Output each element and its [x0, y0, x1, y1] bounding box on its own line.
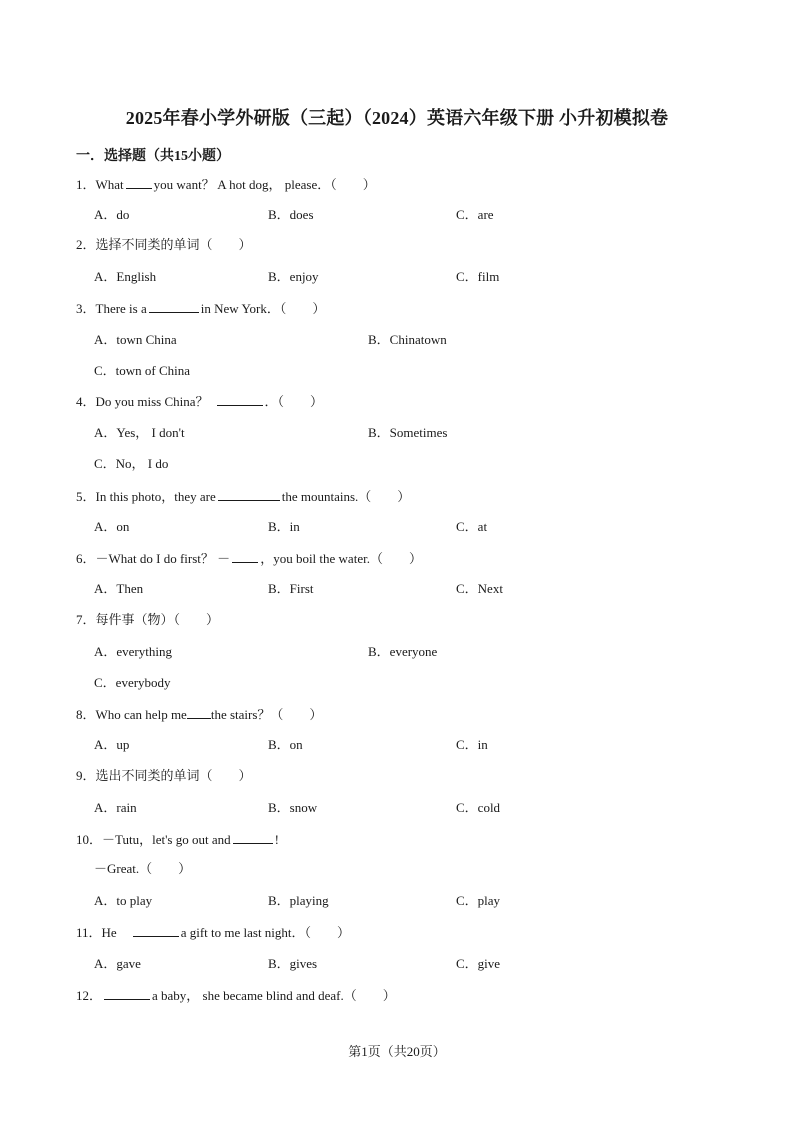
question-text: 11．He — [76, 925, 117, 940]
question-text: 12． — [76, 988, 103, 1003]
option-c[interactable]: C．cold — [456, 800, 501, 815]
answer-blank — [232, 549, 258, 563]
option-b[interactable]: B．everyone — [368, 644, 438, 659]
option-a[interactable]: A．town China — [94, 332, 177, 347]
question-1 — [76, 175, 376, 193]
page-title: 2025年春小学外研版（三起）（2024）英语六年级下册 小升初模拟卷 — [125, 108, 669, 128]
question-text: the mountains.（ ） — [281, 489, 411, 504]
answer-blank — [187, 705, 211, 719]
question-4 — [76, 392, 323, 410]
option-c[interactable]: C．are — [456, 207, 494, 222]
question-text: 6．－What do I do first？ － — [76, 551, 231, 566]
question-text: 10．－Tutu，let's go out and — [76, 832, 231, 847]
page-footer: 第1页（共20页） — [348, 1044, 446, 1059]
option-a[interactable]: A．on — [94, 519, 130, 534]
question-text: ．（ ） — [264, 394, 324, 409]
question-10 — [76, 830, 279, 848]
question-text: a baby， she became blind and deaf.（ ） — [152, 988, 396, 1003]
answer-blank — [149, 299, 199, 313]
question-3 — [76, 299, 325, 317]
question-text: in New York．（ ） — [200, 301, 326, 316]
question-5 — [76, 487, 410, 505]
answer-blank — [104, 986, 150, 1000]
question-text: 4．Do you miss China？ — [76, 394, 209, 409]
question-11 — [76, 923, 350, 941]
option-c[interactable]: C．give — [456, 956, 501, 971]
question-text: ! — [274, 832, 279, 847]
option-a[interactable]: A．everything — [94, 644, 172, 659]
option-b[interactable]: B．Sometimes — [368, 425, 448, 440]
option-c[interactable]: C．Next — [456, 581, 503, 596]
answer-blank — [217, 392, 263, 406]
option-c[interactable]: C．play — [456, 893, 501, 908]
question-7: 7．每件事（物）（ ） — [76, 612, 220, 627]
option-a[interactable]: A．do — [94, 207, 130, 222]
option-b[interactable]: B．gives — [268, 956, 318, 971]
question-text: 8．Who can help me — [76, 707, 187, 722]
option-b[interactable]: B．Chinatown — [368, 332, 447, 347]
option-c[interactable]: C．in — [456, 737, 488, 752]
answer-blank — [133, 923, 179, 937]
question-8 — [76, 705, 322, 723]
question-9: 9．选出不同类的单词（ ） — [76, 768, 252, 783]
option-a[interactable]: A．rain — [94, 800, 137, 815]
question-text: the stairs？（ ） — [210, 707, 323, 722]
option-c[interactable]: C．town of China — [94, 363, 191, 378]
option-a[interactable]: A．up — [94, 737, 130, 752]
question-text: 1．What — [76, 177, 124, 192]
option-c[interactable]: C．No， I do — [94, 456, 169, 471]
option-a[interactable]: A．Then — [94, 581, 144, 596]
option-b[interactable]: B．does — [268, 207, 314, 222]
option-b[interactable]: B．playing — [268, 893, 329, 908]
question-10-reply: －Great.（ ） — [94, 861, 192, 876]
option-a[interactable]: A．gave — [94, 956, 141, 971]
question-text: 3．There is a — [76, 301, 147, 316]
question-6 — [76, 549, 422, 567]
question-text: you want？ A hot dog， please．（ ） — [153, 177, 376, 192]
option-c[interactable]: C．film — [456, 269, 500, 284]
option-a[interactable]: A．to play — [94, 893, 153, 908]
option-b[interactable]: B．snow — [268, 800, 318, 815]
option-b[interactable]: B．First — [268, 581, 314, 596]
option-a[interactable]: A．English — [94, 269, 157, 284]
section-heading: 一．选择题（共15小题） — [76, 149, 230, 164]
option-c[interactable]: C．everybody — [94, 675, 171, 690]
option-b[interactable]: B．on — [268, 737, 303, 752]
answer-blank — [126, 175, 152, 189]
option-b[interactable]: B．enjoy — [268, 269, 319, 284]
question-text: 5．In this photo，they are — [76, 489, 216, 504]
answer-blank — [233, 830, 273, 844]
question-text: ，you boil the water.（ ） — [260, 551, 422, 566]
option-c[interactable]: C．at — [456, 519, 488, 534]
question-12 — [76, 986, 396, 1004]
question-2: 2．选择不同类的单词（ ） — [76, 237, 252, 252]
option-b[interactable]: B．in — [268, 519, 300, 534]
option-a[interactable]: A．Yes， I don't — [94, 425, 185, 440]
question-text: a gift to me last night．（ ） — [180, 925, 351, 940]
answer-blank — [218, 487, 280, 501]
